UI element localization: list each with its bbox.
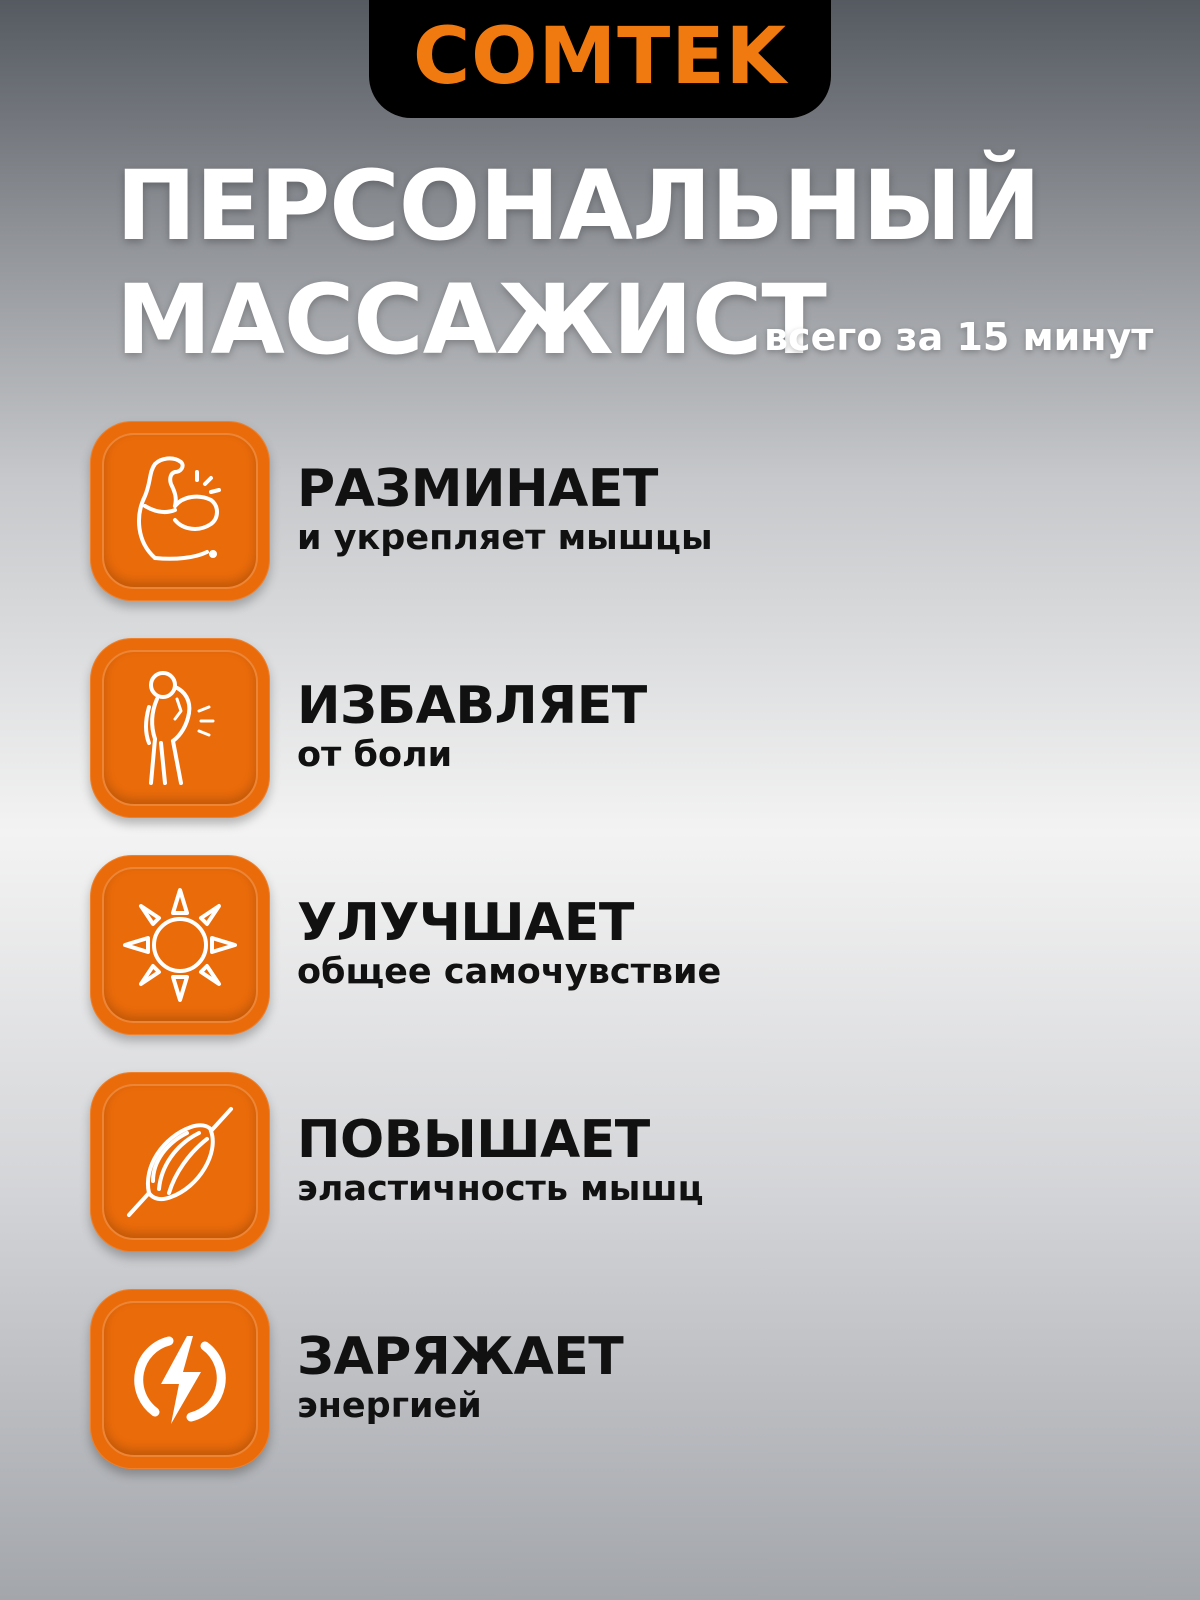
headline-duration-note: всего за 15 минут xyxy=(764,315,1154,359)
feature-title: УЛУЧШАЕТ xyxy=(297,893,634,953)
feature-subtitle: общее самочувствие xyxy=(297,952,722,992)
feature-title: ЗАРЯЖАЕТ xyxy=(297,1327,624,1387)
feature-subtitle: и укрепляет мышцы xyxy=(297,518,713,558)
feature-title: ИЗБАВЛЯЕТ xyxy=(297,676,647,736)
feature-item-kneads xyxy=(90,421,1090,601)
headline-line-1: ПЕРСОНАЛЬНЫЙ xyxy=(116,150,1041,262)
feature-subtitle: от боли xyxy=(297,735,453,775)
feature-icon-tile xyxy=(90,855,270,1035)
flexed-bicep-icon xyxy=(115,446,245,576)
feature-title: ПОВЫШАЕТ xyxy=(297,1110,650,1170)
feature-icon-tile xyxy=(90,421,270,601)
back-pain-figure-icon xyxy=(115,663,245,793)
feature-title: РАЗМИНАЕТ xyxy=(297,459,658,519)
headline-line-2: МАССАЖИСТ xyxy=(116,264,826,376)
feature-icon-tile xyxy=(90,638,270,818)
feature-item-elasticity xyxy=(90,1072,1090,1252)
feature-subtitle: эластичность мышц xyxy=(297,1169,704,1209)
brand-name: COMTEK xyxy=(412,12,788,102)
feature-icon-tile xyxy=(90,1289,270,1469)
feature-item-relieves-pain xyxy=(90,638,1090,818)
feature-subtitle: энергией xyxy=(297,1386,482,1426)
sun-icon xyxy=(115,880,245,1010)
feature-icon-tile xyxy=(90,1072,270,1252)
muscle-fibers-icon xyxy=(115,1097,245,1227)
energy-bolt-icon xyxy=(115,1314,245,1444)
feature-item-wellbeing xyxy=(90,855,1090,1035)
feature-item-energy xyxy=(90,1289,1090,1469)
